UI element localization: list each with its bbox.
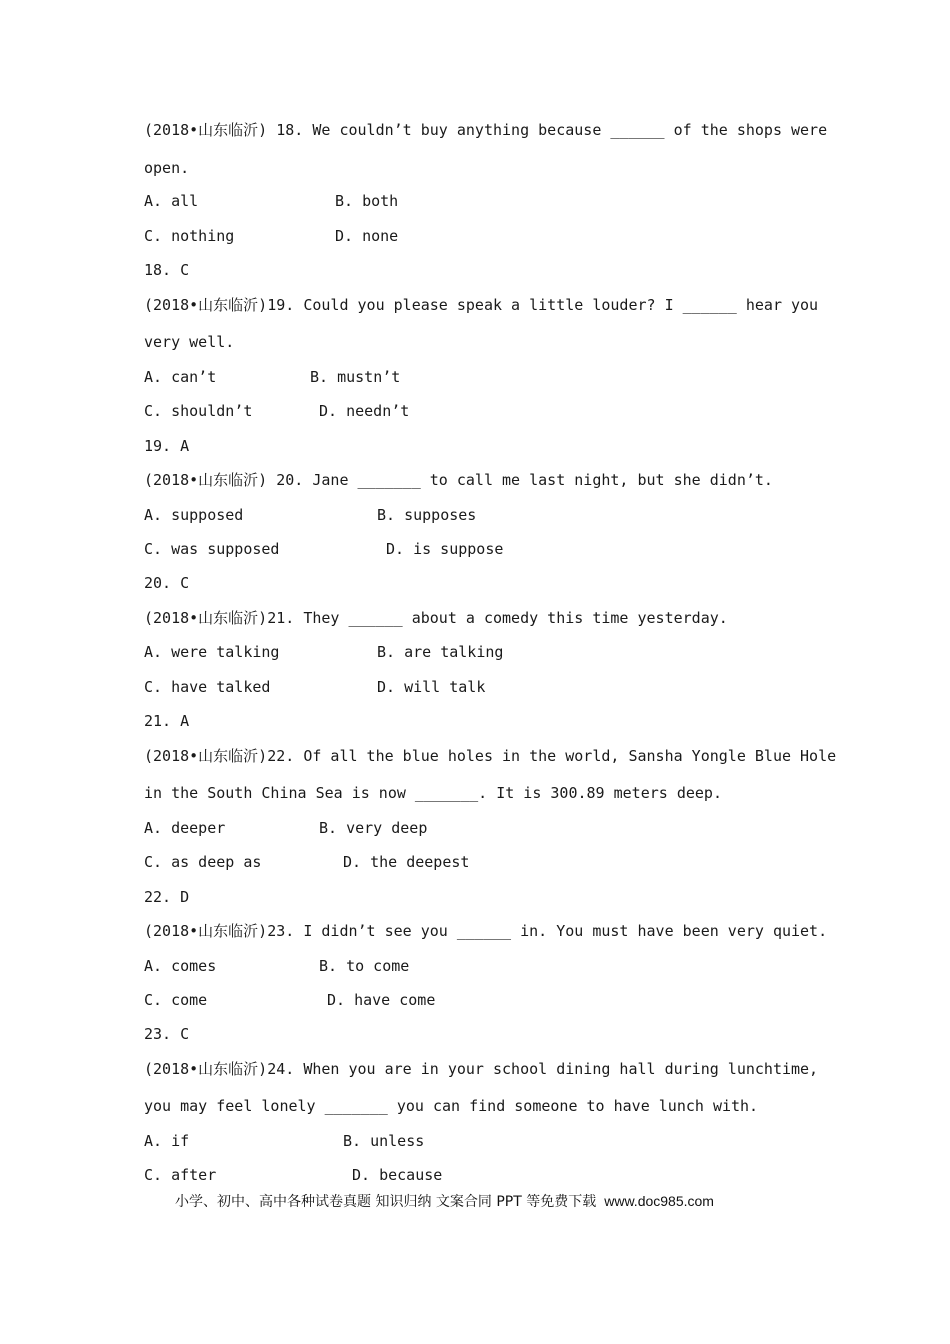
option-d: D. will talk [377, 678, 486, 696]
option-b: B. are talking [377, 643, 504, 661]
question-stem-line: (2018•山东临沂) 18. We couldn’t buy anything because ______ of the shops were [144, 121, 828, 139]
option-d: D. the deepest [343, 853, 470, 871]
option-c: C. nothing [144, 227, 235, 245]
option-a: A. deeper [144, 819, 226, 837]
option-c: C. come [144, 991, 208, 1009]
question-stem-line: (2018•山东临沂)24. When you are in your school dining hall during lunchtime, [144, 1060, 819, 1078]
option-d: D. because [352, 1166, 443, 1184]
option-d: D. have come [327, 991, 436, 1009]
question-stem-line: (2018•山东临沂)23. I didn’t see you ______ in. You must have been very quiet. [144, 922, 828, 940]
option-d: D. is suppose [386, 540, 504, 558]
footer-url[interactable]: www.doc985.com [604, 1193, 714, 1209]
question-stem-line: you may feel lonely _______ you can find someone to have lunch with. [144, 1097, 759, 1115]
option-a: A. all [144, 192, 199, 210]
answer-key: 18. C [144, 261, 190, 279]
option-a: A. if [144, 1132, 190, 1150]
answer-key: 19. A [144, 437, 190, 455]
question-stem-line: (2018•山东临沂)19. Could you please speak a little louder? I ______ hear you [144, 296, 819, 314]
option-b: B. unless [343, 1132, 425, 1150]
option-a: A. comes [144, 957, 217, 975]
option-b: B. mustn’t [310, 368, 401, 386]
option-b: B. supposes [377, 506, 477, 524]
question-stem-line: very well. [144, 333, 235, 351]
question-stem-line: (2018•山东临沂) 20. Jane _______ to call me last night, but she didn’t. [144, 471, 773, 489]
page-footer [175, 1191, 714, 1211]
answer-key: 20. C [144, 574, 190, 592]
footer-text: 小学、初中、高中各种试卷真题 知识归纳 文案合同 PPT 等免费下载 [175, 1194, 597, 1210]
option-c: C. shouldn’t [144, 402, 253, 420]
option-c: C. have talked [144, 678, 271, 696]
answer-key: 22. D [144, 888, 190, 906]
question-stem-line: in the South China Sea is now _______. It is 300.89 meters deep. [144, 784, 722, 802]
question-stem-line: (2018•山东临沂)21. They ______ about a comedy this time yesterday. [144, 609, 728, 627]
option-a: A. supposed [144, 506, 244, 524]
option-c: C. as deep as [144, 853, 262, 871]
answer-key: 23. C [144, 1025, 190, 1043]
option-a: A. can’t [144, 368, 217, 386]
option-d: D. none [335, 227, 399, 245]
option-b: B. very deep [319, 819, 428, 837]
question-stem-line: open. [144, 159, 190, 177]
option-d: D. needn’t [319, 402, 410, 420]
option-b: B. to come [319, 957, 410, 975]
answer-key: 21. A [144, 712, 190, 730]
option-c: C. after [144, 1166, 217, 1184]
option-b: B. both [335, 192, 399, 210]
question-stem-line: (2018•山东临沂)22. Of all the blue holes in the world, Sansha Yongle Blue Hole [144, 747, 837, 765]
option-c: C. was supposed [144, 540, 280, 558]
option-a: A. were talking [144, 643, 280, 661]
